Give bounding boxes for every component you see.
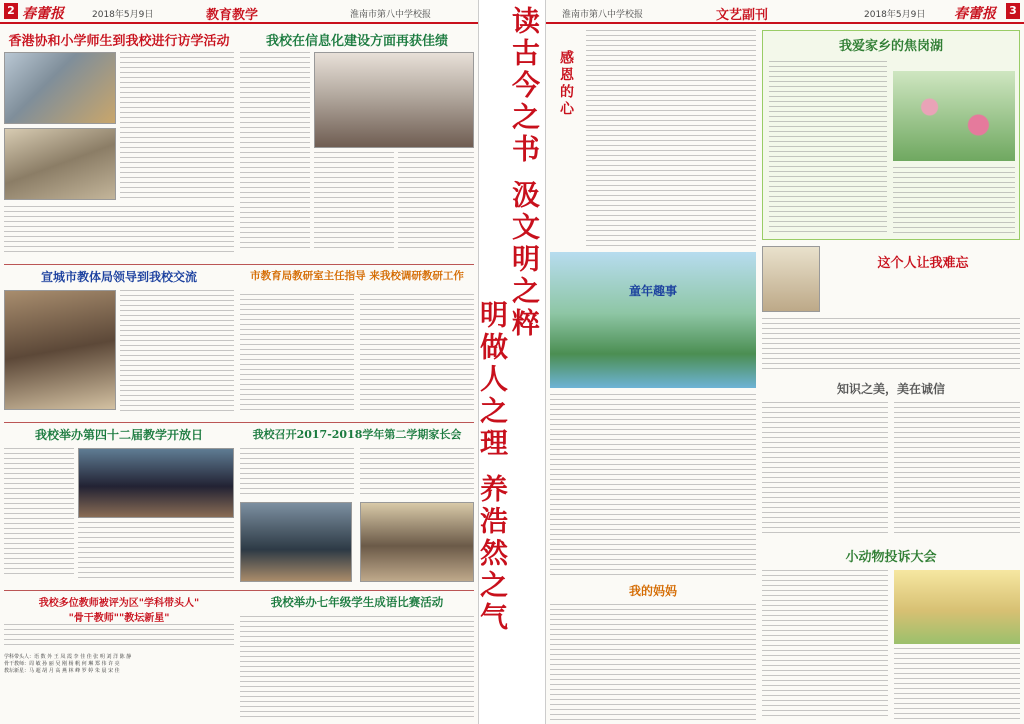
divider xyxy=(4,590,474,591)
headline: 宣城市教体局领导到我校交流 xyxy=(40,270,197,284)
article-academic-leaders xyxy=(4,594,234,722)
page-number: 3 xyxy=(1006,3,1020,19)
photo xyxy=(4,52,116,124)
article-hometown xyxy=(762,30,1020,240)
article-body xyxy=(769,61,887,236)
issue-date: 2018年5月9日 xyxy=(92,10,154,20)
left-header xyxy=(0,0,478,24)
newspaper-logo: 春蕾报 xyxy=(22,6,64,22)
headline: 这个人让我难忘 xyxy=(877,256,969,271)
article-body xyxy=(398,152,474,252)
headline: 知识之美，美在诚信 xyxy=(836,382,945,396)
article-body xyxy=(78,522,234,582)
issue-date: 2018年5月9日 xyxy=(864,10,926,20)
article-body xyxy=(360,294,474,414)
article-body xyxy=(550,394,756,576)
article-idiom-contest xyxy=(240,594,474,722)
animals-illustration xyxy=(894,570,1020,644)
headline: 小动物投诉大会 xyxy=(845,550,937,565)
page-number: 2 xyxy=(4,3,18,19)
photo xyxy=(240,502,352,582)
article-body xyxy=(762,318,1020,372)
article-body xyxy=(120,290,234,412)
section-title: 文艺副刊 xyxy=(716,8,769,23)
headline: 我校召开2017-2018学年第二学期家长会 xyxy=(252,428,462,441)
name-list-row: 学科带头人：语 数 外 王 凤 霞 李 佳 佳 张 明 刘 洋 陈 静 xyxy=(4,654,132,660)
article-body xyxy=(314,152,394,252)
divider xyxy=(4,264,474,265)
divider xyxy=(4,422,474,423)
newspaper-logo: 春蕾报 xyxy=(954,6,996,22)
article-body xyxy=(240,616,474,720)
article-childhood xyxy=(550,252,756,578)
headline: 香港协和小学师生到我校进行访学活动 xyxy=(8,34,230,49)
section-title: 教育教学 xyxy=(206,8,259,23)
lotus-illustration xyxy=(893,71,1015,161)
headline: 我校多位教师被评为区"学科带头人" xyxy=(38,598,200,609)
waterfall-illustration xyxy=(550,252,756,388)
article-body xyxy=(360,448,474,498)
spine-motto-2: 明做人之理 养浩然之气 xyxy=(476,300,509,634)
headline: 我校举办第四十二届教学开放日 xyxy=(34,428,203,442)
article-body xyxy=(4,206,234,256)
right-page xyxy=(546,0,1024,724)
article-my-mother xyxy=(550,582,756,722)
article-body xyxy=(4,624,234,648)
spine-motto-1: 读古今之书 汲文明之粹 xyxy=(508,6,541,340)
article-research xyxy=(240,268,474,418)
photo xyxy=(4,290,116,410)
article-body xyxy=(894,648,1020,720)
headline: 我校举办七年级学生成语比赛活动 xyxy=(270,595,444,609)
article-body xyxy=(120,52,234,202)
article-hk-visit xyxy=(4,30,234,260)
article-body xyxy=(240,294,354,414)
headline: 童年趣事 xyxy=(628,284,677,298)
headline: 我的妈妈 xyxy=(628,584,677,598)
article-gratitude-heart xyxy=(550,30,756,248)
article-info-award xyxy=(240,30,474,260)
headline: 我校在信息化建设方面再获佳绩 xyxy=(265,34,448,49)
article-body xyxy=(240,448,354,498)
article-honesty xyxy=(762,380,1020,540)
article-body xyxy=(893,167,1015,235)
article-animals xyxy=(762,546,1020,722)
article-body xyxy=(550,604,756,720)
portrait-illustration xyxy=(762,246,820,312)
right-header xyxy=(546,0,1024,24)
photo xyxy=(314,52,474,148)
name-list-row: 骨干教师：周 敏 孙 丽 吴 刚 杨 帆 何 琳 郑 伟 许 亮 xyxy=(4,661,120,667)
photo xyxy=(78,448,234,518)
headline: 我爱家乡的焦岗湖 xyxy=(838,39,943,54)
school-name: 淮南市第八中学校报 xyxy=(562,10,644,20)
photo xyxy=(4,128,116,200)
article-parents-meeting xyxy=(240,426,474,586)
article-body xyxy=(240,52,310,252)
article-teaching-week xyxy=(4,426,234,586)
headline: 市教育局教研室主任指导 来我校调研教研工作 xyxy=(250,270,464,282)
article-body xyxy=(762,570,888,720)
article-body xyxy=(4,448,74,578)
article-body xyxy=(586,30,756,246)
headline: 感恩的心 xyxy=(558,50,574,118)
article-body xyxy=(762,402,888,536)
left-page xyxy=(0,0,478,724)
name-list-row: 教坛新星：马 超 胡 月 高 燕 林 峰 罗 婷 朱 晨 宋 佳 xyxy=(4,668,120,674)
article-xuancheng xyxy=(4,268,234,418)
article-unforgettable xyxy=(762,246,1020,374)
spine-banner xyxy=(478,0,546,724)
photo xyxy=(360,502,474,582)
school-name: 淮南市第八中学校报 xyxy=(350,10,432,20)
article-body xyxy=(894,402,1020,536)
headline-line-2: "骨干教师""教坛新星" xyxy=(68,613,170,624)
